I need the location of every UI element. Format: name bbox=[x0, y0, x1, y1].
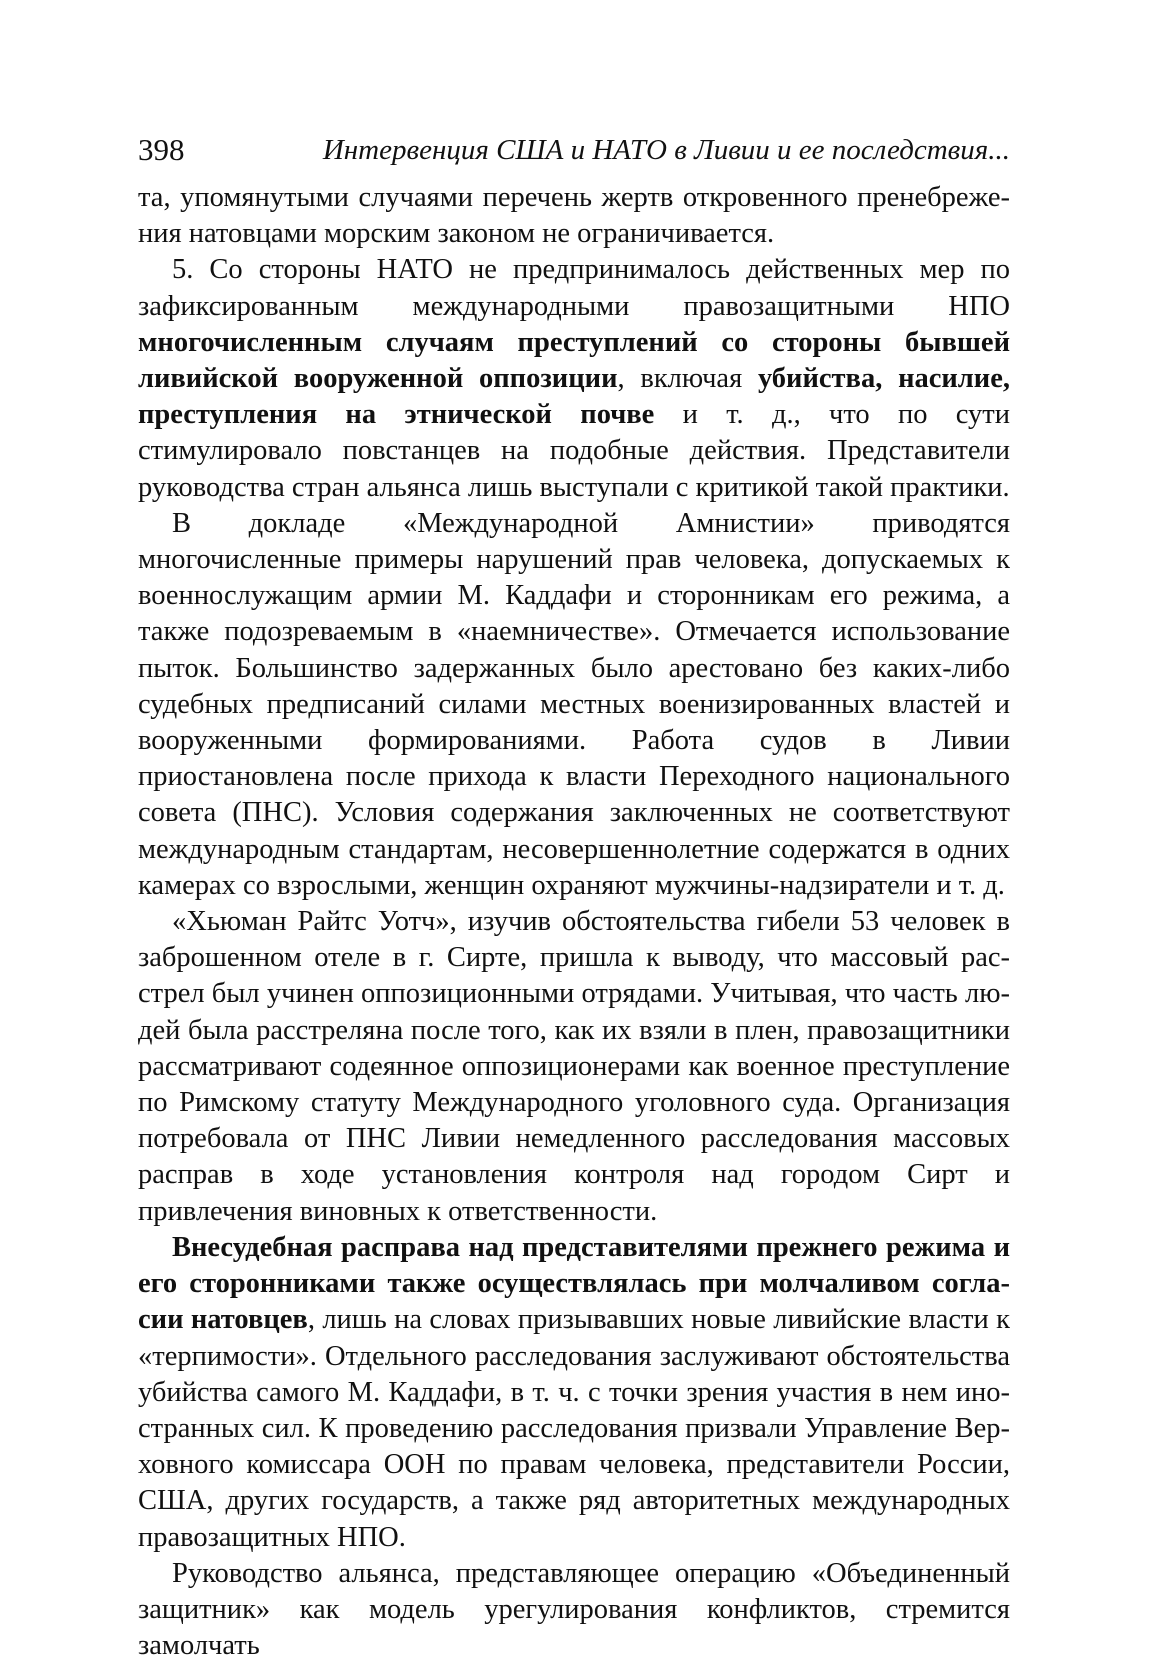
bold-text-segment: многочисленным случаям преступлений со стороны бывшей ливийской вооруженной оппозиции bbox=[138, 326, 1010, 395]
text-segment: и т. д., что по сути стимулировало повстанцев на подобные действия. Представители руководства стран альянса лишь выступали с критикой такой практики. bbox=[138, 399, 1010, 503]
text-segment: Руководство альянса, представляющее операцию «Объединенный защитник» как модель урегулирования конфликтов, стремится замолчать bbox=[138, 1557, 1010, 1662]
paragraph bbox=[138, 904, 1010, 1230]
paragraph bbox=[138, 180, 1010, 252]
text-segment: В докладе «Международной Амнистии» приводятся многочисленные примеры нарушений прав человека, допускаемых к военнослужащим армии М. Каддафи и сторонникам его режима, а также подозреваемым в «наемничестве». Отмечается использование пыток. Большинство задержанных было арестовано без каких-либо судебных предписаний силами местных военизированных властей и вооруженными формированиями. Работа судов в Ливии приостановлена после прихода к власти Переходного национального совета (ПНС). Условия содержания заключенных не соответствуют международным стандартам, несовершеннолетние содержатся в одних камерах со взрослыми, женщин охраняют мужчины-надзиратели и т. д. bbox=[138, 507, 1010, 901]
paragraph bbox=[138, 1230, 1010, 1556]
bold-text-segment: убийства, насилие, преступления на этнической почве bbox=[138, 363, 1010, 431]
page-header bbox=[138, 128, 1010, 172]
paragraph bbox=[138, 506, 1010, 904]
running-title: Интервенция США и НАТО в Ливии и ее последствия... bbox=[322, 134, 1010, 166]
page-number: 398 bbox=[138, 132, 185, 167]
text-segment: , включая bbox=[617, 363, 758, 395]
bold-text-segment: Внесудебная расправа над представителями прежнего режима и его сторонниками также осуществлялась при молчаливом согласии натовцев bbox=[138, 1231, 1010, 1336]
paragraph bbox=[138, 1556, 1010, 1664]
text-segment: «Хьюман Райтс Уотч», изучив обстоятельства гибели 53 человек в заброшенном отеле в г. Сирте, пришла к выводу, что массовый расстрел был учинен оппозиционными отрядами. Учитывая, что часть людей была расстреляна после того, как их взяли в плен, правозащитники рассматривают содеянное оппозиционерами как военное преступление по Римскому статуту Международного уголовного суда. Организация потребовала от ПНС Ливии немедленного расследования массовых расправ в ходе установления контроля над городом Сирт и привлечения виновных к ответственности. bbox=[138, 906, 1010, 1227]
text-segment: 5. Со стороны НАТО не предпринималось действенных мер по зафиксированным международными правозащитными НПО bbox=[138, 254, 1010, 322]
paragraph bbox=[138, 252, 1010, 505]
text-segment: та, упомянутыми случаями перечень жертв откровенного пренебрежения натовцами морским законом не ограничивается. bbox=[138, 182, 1010, 250]
text-segment: , лишь на словах призывавших новые ливийские власти к «терпимости». Отдельного расследования заслуживают обстоятельства убийства самого М. Каддафи, в т. ч. с точки зрения участия в нем иностранных сил. К проведению расследования призвали Управление Верховного комиссара ООН по правам человека, представители России, США, других государств, а также ряд авторитетных международных правозащитных НПО. bbox=[138, 1304, 1010, 1553]
body-text bbox=[138, 180, 1010, 1664]
